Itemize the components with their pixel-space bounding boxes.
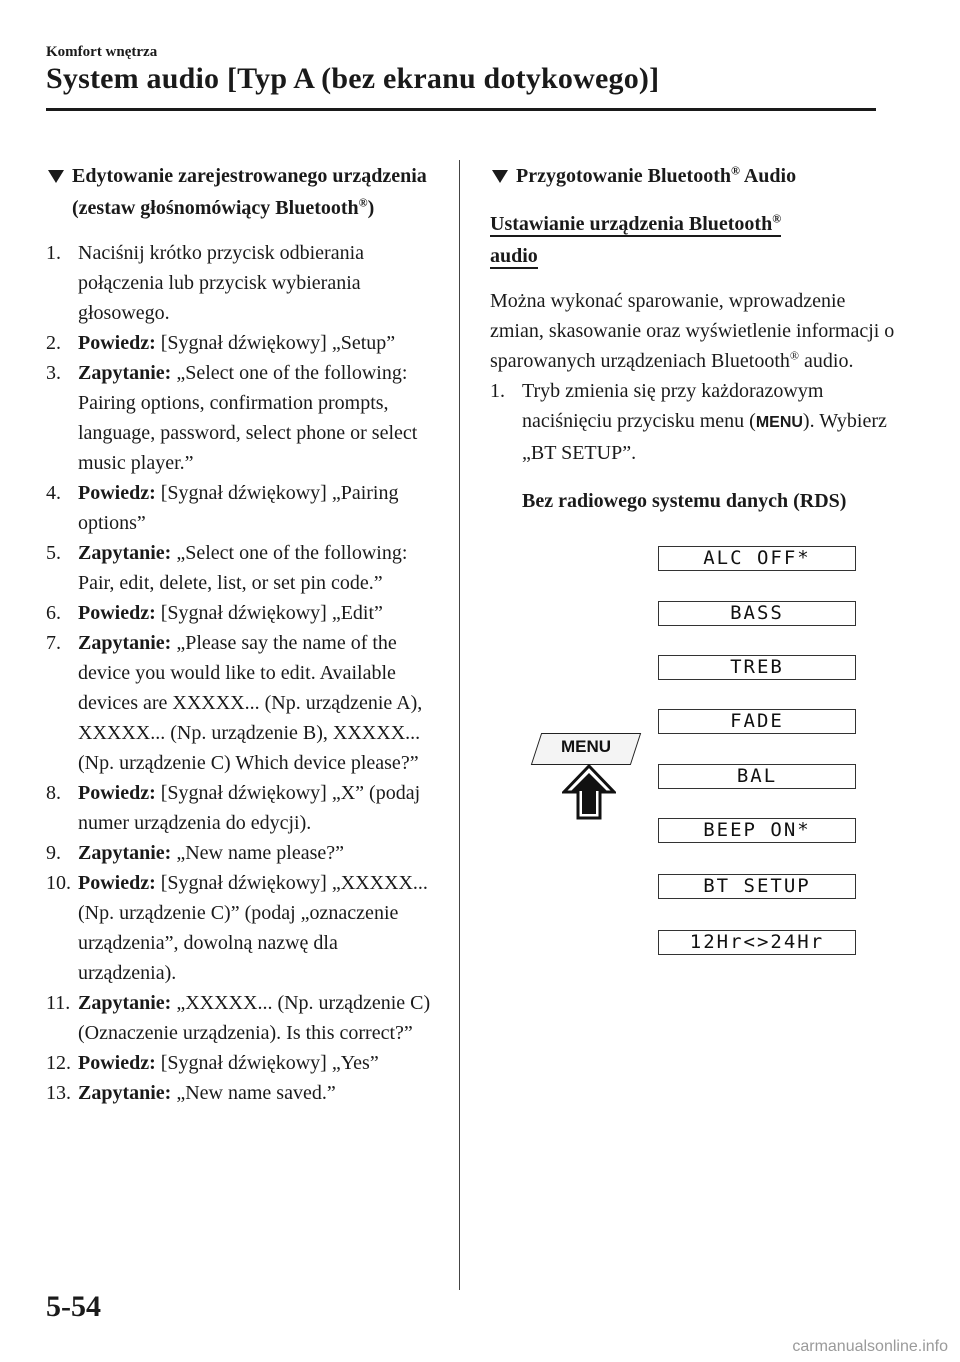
right-heading: Przygotowanie Bluetooth® Audio [490,160,900,192]
step-text: „XXXXX... (Np. urządzenie C) (Oznaczenie urządzenia). Is this correct?” [78,992,431,1044]
display-beep-on: BEEP ON* [658,818,856,843]
display-alc-off: ALC OFF* [658,546,856,571]
right-column [490,160,900,516]
triangle-bullet-icon [492,170,508,183]
step-item [46,328,436,358]
step-text: „Select one of the following: Pairing options, confirmation prompts, language, password, select phone or select music player.” [78,362,418,474]
step-item [46,538,436,598]
menu-button-label: MENU [560,737,612,756]
step-label: Powiedz: [78,1052,156,1074]
step-text: „Please say the name of the device you would like to edit. Available devices are XXXXX... (Np. urządzenie A), XXXXX... (Np. urządzenie B), XXXXX... (Np. urządzenie C) Which device please?” [78,632,423,774]
steps-list [46,238,436,1108]
left-column [46,160,436,1108]
step-number: 9. [46,842,61,864]
step-text: „New name please?” [171,842,345,864]
display-fade: FADE [658,709,856,734]
step-item [46,238,436,328]
right-step-1: 1. Tryb zmienia się przy każdorazowym naciśnięciu przycisku menu (MENU). Wybierz „BT SETUP”. [490,380,887,464]
step-label: Zapytanie: [78,842,172,864]
step-label: Powiedz: [78,872,156,894]
step-number: 5. [46,542,61,564]
step-item [46,628,436,778]
step-text: [Sygnał dźwiękowy] „Edit” [155,602,383,624]
step-text: „Select one of the following: Pair, edit, delete, list, or set pin code.” [78,542,408,594]
step-label: Zapytanie: [78,992,172,1014]
step-text: [Sygnał dźwiękowy] „Pairing options” [78,482,399,534]
step-label: Zapytanie: [78,632,172,654]
step-label: Powiedz: [78,782,156,804]
display-bal: BAL [658,764,856,789]
display-bass: BASS [658,601,856,626]
display-12hr-24hr: 12Hr<>24Hr [658,930,856,955]
step-item [46,598,436,628]
triangle-bullet-icon [48,170,64,183]
step-number: 6. [46,602,61,624]
step-text: [Sygnał dźwiękowy] „Setup” [155,332,396,354]
intro-paragraph: Można wykonać sparowanie, wprowadzenie zmian, skasowanie oraz wyświetlenie informacji o sparowanych urządzeniach Bluetooth® audio. [490,290,895,372]
column-divider [459,160,460,1290]
step-item [46,778,436,838]
step-label: Zapytanie: [78,1082,172,1104]
step-label: Powiedz: [78,332,156,354]
display-bt-setup: BT SETUP [658,874,856,899]
chapter-title: System audio [Typ A (bez ekranu dotykowego)] [46,62,660,95]
step-text: [Sygnał dźwiękowy] „XXXXX... (Np. urządzenie C)” (podaj „oznaczenie urządzenia”, dowolną nazwę dla urządzenia). [78,872,428,984]
step-label: Zapytanie: [78,362,172,384]
diagram-label: Bez radiowego systemu danych (RDS) [522,490,847,512]
step-label: Zapytanie: [78,542,172,564]
page-number: 5-54 [46,1290,101,1323]
step-number: 3. [46,362,61,384]
step-number: 11. [46,992,71,1014]
step-text: „New name saved.” [171,1082,336,1104]
display-treb: TREB [658,655,856,680]
step-number: 7. [46,632,61,654]
menu-inline-label: MENU [755,414,803,431]
step-item [46,868,436,988]
step-item [46,1078,436,1108]
left-heading: Edytowanie zarejestrowanego urządzenia (zestaw głośnomówiący Bluetooth®) [46,160,436,224]
step-number: 1. [46,242,61,264]
step-text: Naciśnij krótko przycisk odbierania połączenia lub przycisk wybierania głosowego. [78,242,365,324]
step-item [46,1048,436,1078]
step-label: Powiedz: [78,602,156,624]
step-item [46,358,436,478]
watermark: carmanualsonline.info [792,1338,948,1355]
step-item [46,988,436,1048]
step-number: 4. [46,482,61,504]
step-number: 13. [46,1082,71,1104]
subheading: Ustawianie urządzenia Bluetooth® audio [490,211,782,267]
step-item [46,478,436,538]
step-number: 8. [46,782,61,804]
press-arrow-icon [562,764,616,820]
step-text: [Sygnał dźwiękowy] „X” (podaj numer urządzenia do edycji). [78,782,421,834]
step-number: 12. [46,1052,71,1074]
step-item [46,838,436,868]
step-number: 2. [46,332,61,354]
step-label: Powiedz: [78,482,156,504]
section-label: Komfort wnętrza [46,44,158,60]
title-rule [46,108,876,111]
step-number: 10. [46,872,71,894]
step-text: [Sygnał dźwiękowy] „Yes” [155,1052,379,1074]
